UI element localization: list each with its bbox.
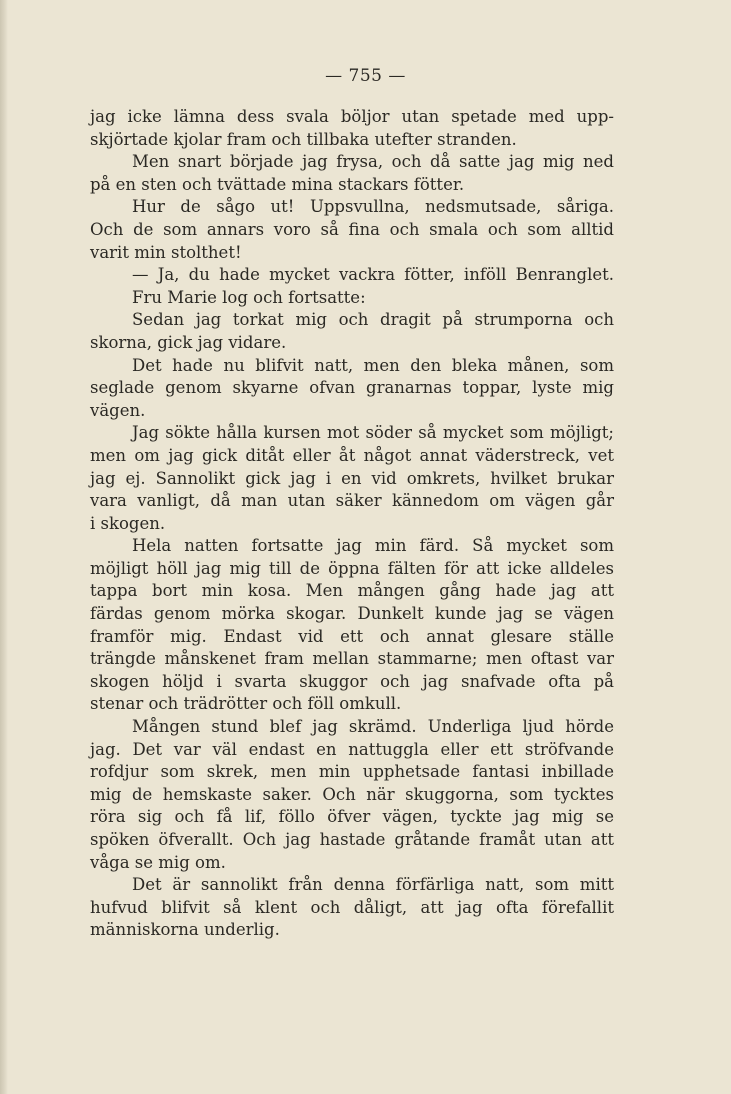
text-line: Hela natten fortsatte jag min färd. Så mycket som (132, 536, 614, 556)
text-line: stenar och trädrötter och föll omkull. (90, 694, 402, 714)
text-line: vara vanligt, då man utan säker kännedom om vägen går (90, 491, 614, 511)
text-line: skjörtade kjolar fram och tillbaka utefter stranden. (90, 129, 517, 149)
text-line: men om jag gick ditåt eller åt något annat väderstreck, vet (90, 445, 614, 465)
text-line: i skogen. (90, 513, 166, 533)
text-line: Sedan jag torkat mig och dragit på strumporna och (132, 310, 614, 330)
text-line: spöken öfverallt. Och jag hastade gråtande framåt utan att (90, 830, 614, 849)
body-text (90, 106, 614, 942)
page-number: — 755 — (325, 66, 406, 86)
text-line: färdas genom mörka skogar. Dunkelt kunde jag se vägen (90, 604, 614, 624)
text-line: jag. Det var väl endast en nattuggla eller ett ströfvande (90, 739, 614, 759)
text-line: människorna underlig. (90, 920, 280, 940)
text-line: vägen. (90, 400, 146, 420)
text-line: Det hade nu blifvit natt, men den bleka månen, som (132, 355, 614, 375)
text-line: Mången stund blef jag skrämd. Underliga ljud hörde (132, 717, 614, 737)
text-line: röra sig och få lif, föllo öfver vägen, tyckte jag mig se (90, 807, 614, 827)
text-line: Det är sannolikt från denna förfärliga natt, som mitt (132, 875, 614, 895)
text-line: tappa bort min kosa. Men mången gång hade jag att (90, 581, 614, 601)
page-spine-shadow (0, 0, 8, 1094)
text-line: möjligt höll jag mig till de öppna fälten för att icke alldeles (90, 558, 614, 578)
text-line: jag ej. Sannolikt gick jag i en vid omkrets, hvilket brukar (90, 468, 614, 488)
text-line: Men snart började jag frysa, och då satte jag mig ned (132, 152, 614, 172)
text-line: Jag sökte hålla kursen mot söder så mycket som möjligt; (132, 423, 614, 443)
text-line: på en sten och tvättade mina stackars fötter. (90, 174, 465, 194)
text-line: mig de hemskaste saker. Och när skuggorna, som tycktes (90, 784, 614, 804)
text-line: skorna, gick jag vidare. (90, 332, 287, 352)
text-line: hufvud blifvit så klent och dåligt, att jag ofta förefallit (90, 897, 614, 917)
text-line: varit min stolthet! (90, 242, 242, 262)
text-line: rofdjur som skrek, men min upphetsade fantasi inbillade (90, 762, 614, 782)
text-line: Hur de sågo ut! Uppsvullna, nedsmutsade, såriga. (132, 197, 614, 217)
text-line: jag icke lämna dess svala böljor utan spetade med upp- (90, 107, 614, 126)
text-line: framför mig. Endast vid ett och annat glesare ställe (90, 626, 614, 646)
text-line: Och de som annars voro så fina och smala och som alltid (90, 219, 614, 239)
text-line: skogen höljd i svarta skuggor och jag snafvade ofta på (90, 671, 614, 691)
text-line: trängde månskenet fram mellan stammarne; men oftast var (90, 649, 614, 669)
text-line: seglade genom skyarne ofvan granarnas toppar, lyste mig (90, 378, 614, 398)
text-line: — Ja, du hade mycket vackra fötter, inföll Benranglet. (132, 265, 614, 285)
text-line: Fru Marie log och fortsatte: (132, 287, 366, 307)
text-line: våga se mig om. (90, 852, 226, 872)
